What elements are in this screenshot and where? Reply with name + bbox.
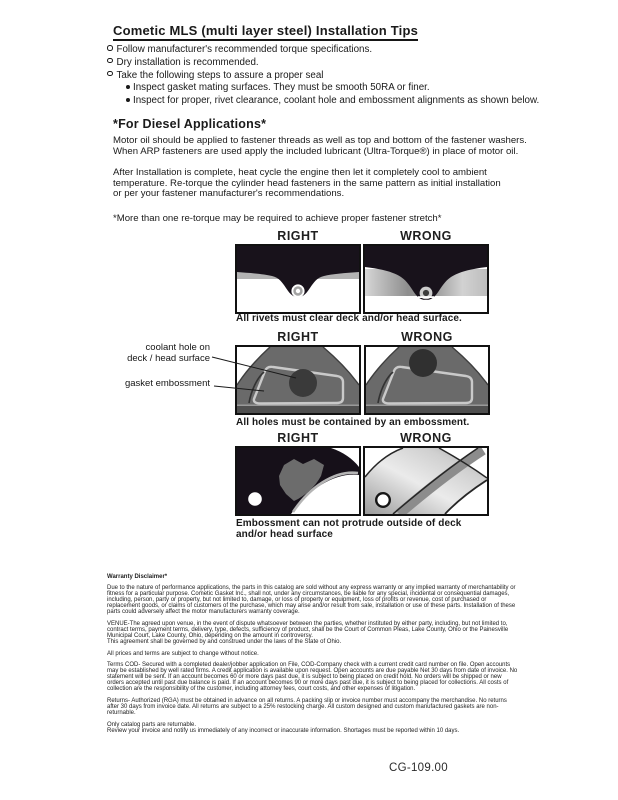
diagram-caption-3: [236, 518, 461, 540]
list-item: [107, 44, 539, 57]
diagram-embossment-wrong: [363, 446, 489, 516]
label-line: coolant hole on: [145, 342, 210, 353]
install-tips-list: [107, 44, 539, 108]
hollow-bullet-icon: [107, 58, 113, 64]
wrong-label-2: WRONG: [401, 330, 453, 344]
list-item-text: Follow manufacturer's recommended torque specifications.: [116, 44, 373, 55]
warranty-text: This agreement shall be governed by and construed under the laws of the State of Ohio.: [107, 638, 342, 645]
bolt-hole: [376, 493, 390, 507]
hollow-bullet-icon: [107, 45, 113, 51]
diagram-caption-2: All holes must be contained by an embossment.: [236, 417, 470, 428]
label-line: deck / head surface: [127, 353, 210, 364]
diagram-caption-1: All rivets must clear deck and/or head surface.: [236, 313, 462, 324]
page-title: Cometic MLS (multi layer steel) Installation Tips: [113, 23, 418, 41]
warranty-heading: Warranty Disclaimer*: [107, 574, 168, 580]
wrong-label-3: WRONG: [400, 431, 452, 445]
hollow-bullet-icon: [107, 71, 113, 77]
warranty-paragraph: All prices and terms are subject to change without notice.: [107, 650, 259, 657]
diagram-hole-right: [235, 345, 361, 415]
gasket-embossment-label: gasket embossment: [124, 378, 210, 389]
page-title-wrap: [113, 22, 418, 41]
sub-list-item: [126, 95, 539, 108]
rivet-wrong-illustration: [365, 246, 487, 312]
list-item: [107, 57, 539, 70]
caption-line: and/or head surface: [236, 529, 333, 540]
diagram-embossment-right: [235, 446, 361, 516]
wrong-label-1: WRONG: [400, 229, 452, 243]
coolant-hole: [409, 349, 437, 377]
warranty-text: Only catalog parts are returnable.: [107, 722, 197, 729]
caption-line: Embossment can not protrude outside of deck: [236, 518, 462, 529]
rivet-center: [296, 289, 300, 293]
bolt-hole: [248, 492, 262, 506]
hole-wrong-illustration: [366, 347, 488, 413]
rivet-right-illustration: [237, 246, 359, 312]
diagram-rivet-wrong: [363, 244, 489, 314]
page-code: CG-109.00: [389, 762, 448, 774]
right-label-3: RIGHT: [277, 431, 319, 445]
right-label-2: RIGHT: [277, 330, 319, 344]
list-item-text: Dry installation is recommended.: [116, 56, 259, 68]
list-item-text: Inspect for proper, rivet clearance, coolant hole and embossment alignments as shown below.: [133, 95, 540, 107]
paragraph-line: After Installation is complete, heat cycle the engine then let it completely cool to ambient: [113, 167, 487, 178]
warranty-paragraph: [107, 622, 519, 646]
embossment-wrong-illustration: [365, 448, 487, 514]
coolant-hole-label: [88, 342, 210, 364]
paragraph-line: or per your fastener manufacturer's recommendations.: [113, 188, 345, 200]
retorque-note: *More than one re-torque may be required to achieve proper fastener stretch*: [113, 213, 442, 224]
right-label-1: RIGHT: [277, 229, 319, 243]
hole-right-illustration: [237, 347, 359, 413]
sub-list-item: [126, 82, 539, 95]
diesel-paragraph-1: [113, 136, 527, 157]
warranty-paragraph: [107, 723, 519, 735]
deck-line-crossing: [418, 296, 434, 298]
diesel-paragraph-2: [113, 168, 501, 200]
diagram-rivet-right: [235, 244, 361, 314]
diesel-heading: *For Diesel Applications*: [113, 117, 267, 131]
rivet-center: [423, 290, 429, 296]
warranty-text: Review your invoice and notify us immediately of any incorrect or inaccurate information. Shortages must be reported within 10 days.: [107, 728, 460, 735]
warranty-paragraph: Returns- Authorized (RGA) must be obtained in advance on all returns. A packing slip or invoice number must accompany the merchandise. No returns after 30 days from invoice date. All returns are subject to a 25% restocking charge. All custom designed and custom manufactured gaskets are non-returnable.: [107, 698, 507, 717]
paragraph-line: temperature. Re-torque the cylinder head fasteners in the same pattern as initial installation: [113, 177, 501, 189]
filled-bullet-icon: [126, 98, 130, 102]
warranty-disclaimer: [107, 575, 519, 741]
diagram-hole-wrong: [364, 345, 490, 415]
list-item-text: Take the following steps to assure a proper seal: [116, 69, 324, 81]
list-item: [107, 70, 539, 83]
warranty-paragraph: Due to the nature of performance applications, the parts in this catalog are sold without any express warranty or any implied warranty of merchantability or fitness for a particular purpose. Cometic Gasket Inc., shall not, under any circumstances, be liable for any special, incidental or consequential damages, including, person, party or property, but not limited to, damage, or loss of property or equipment, loss of profits or revenue, cost of purchased or replacement goods, or claims of customers of the purchase, which may arise and/or result from sale, installation or use of these parts. Installation of these parts could adversely affect the motor manufacturers warranty coverage.: [107, 584, 516, 615]
warranty-text: VENUE-The agreed upon venue, in the event of dispute whatsoever between the parties, whether instituted by either party, including, but not limited to, contract terms, payment terms, delivery, type, defects, sufficiency of product, shall be the Court of Common Pleas, Lake County, Ohio or the Painesville Municipal Court, Lake County, Ohio, depending on the amount in controversy.: [107, 620, 509, 639]
paragraph-line: Motor oil should be applied to fastener threads as well as top and bottom of the fastener washers.: [113, 135, 527, 146]
coolant-hole: [289, 369, 317, 397]
embossment-right-illustration: [237, 448, 359, 514]
filled-bullet-icon: [126, 85, 130, 89]
list-item-text: Inspect gasket mating surfaces. They must be smooth 50RA or finer.: [133, 82, 430, 94]
warranty-paragraph: Terms COD- Secured with a completed dealer/jobber application on File, COD-Company check with a current credit card number on file. Open accounts may be established by well rated firms. A credit application is available upon request. Open accounts are due payable Net 30 days from date of invoice. No statement will be sent. If an account becomes 60 or more days past due, it is subject to being placed on credit hold. No orders will be shipped or new orders accepted until past due balance is paid. If an account becomes 90 or more days past due, it is subject to being placed for collections. All costs of collection are the responsibility of the customer, including attorney fees, court costs, and other expenses of litigation.: [107, 662, 518, 693]
paragraph-line: When ARP fasteners are used apply the included lubricant (Ultra-Torque®) in place of motor oil.: [113, 145, 519, 157]
